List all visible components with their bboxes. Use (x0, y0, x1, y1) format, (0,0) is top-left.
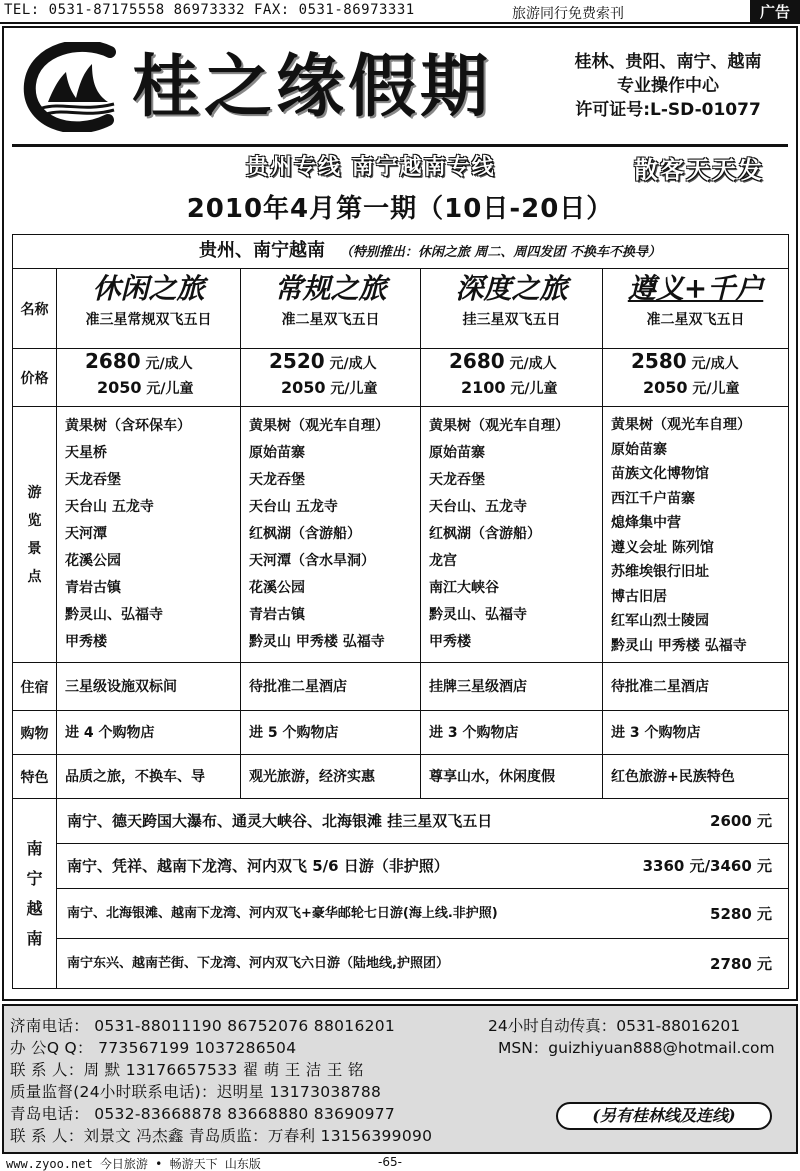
child-unit: 元/儿童 (510, 381, 558, 397)
sight-item: 花溪公园 (249, 580, 305, 596)
route-text: 南宁、北海银滩、越南下龙湾、河内双飞+豪华邮轮七日游(海上线.非护照) (67, 905, 498, 921)
route-price: 2780 元 (710, 954, 773, 973)
special-lines-slogan: 贵州专线 南宁越南专线 (246, 155, 496, 180)
feature-cell: 观光旅游，经济实惠 (241, 755, 421, 799)
label-char: 宁 (26, 868, 43, 888)
nanning-route-row (13, 889, 789, 939)
sight-item: 熄烽集中营 (611, 515, 681, 531)
centre-title: 专业操作中心 (617, 76, 719, 96)
adult-price: 2680 (449, 349, 505, 373)
price-cell (241, 349, 421, 407)
label-char: 南 (26, 838, 43, 858)
child-unit: 元/儿童 (692, 381, 740, 397)
qingdao-contacts: 联 系 人：刘景文 冯杰鑫 青岛质监：万春利 13156399090 (10, 1127, 433, 1145)
sight-item: 黔灵山、弘福寺 (429, 607, 527, 623)
tour-table (12, 234, 789, 989)
row-label-price: 价格 (13, 349, 57, 407)
route-text: 南宁、德天跨国大瀑布、通灵大峡谷、北海银滩 挂三星双飞五日 (67, 812, 493, 830)
table-header-row (13, 235, 789, 269)
sights-cell (241, 407, 421, 663)
feature-cell: 尊享山水，休闲度假 (421, 755, 603, 799)
route-text: 南宁、凭祥、越南下龙湾、河内双飞 5/6 日游（非护照） (67, 857, 449, 875)
sight-item: 博古旧居 (611, 588, 667, 605)
product-name: 常规之旅 (274, 272, 387, 305)
sight-item: 天龙吞堡 (429, 472, 485, 488)
sights-row (13, 407, 789, 663)
daily-departure-slogan: 散客天天发 (634, 156, 764, 184)
sight-item: 遵义会址 陈列馆 (611, 539, 714, 556)
price-cell (603, 349, 789, 407)
centre-destinations: 桂林、贵阳、南宁、越南 (574, 52, 762, 72)
shopping-cell: 进 5 个购物店 (241, 711, 421, 755)
sight-item: 苏维埃银行旧址 (611, 564, 709, 580)
footer-site: www.zyoo.net 今日旅游 • 畅游天下 山东版 (6, 1157, 261, 1171)
label-char: 点 (27, 568, 42, 585)
sight-item: 天河潭 (65, 526, 107, 542)
lodging-cell: 挂牌三星级酒店 (421, 663, 603, 711)
sight-item: 南江大峡谷 (429, 580, 499, 596)
product-name: 深度之旅 (455, 272, 568, 305)
nanning-route-row (13, 799, 789, 844)
shopping-cell: 进 4 个购物店 (57, 711, 241, 755)
brand-name: 桂之缘假期 (132, 48, 493, 127)
sights-cell (57, 407, 241, 663)
lodging-cell: 待批准二星酒店 (603, 663, 789, 711)
label-char: 览 (27, 512, 42, 529)
price-cell (421, 349, 603, 407)
top-bar (0, 0, 800, 24)
sight-item: 黄果树（观光车自理） (249, 418, 389, 434)
adult-price: 2580 (631, 349, 687, 373)
route-price: 2600 元 (710, 812, 773, 830)
name-row (13, 269, 789, 349)
row-label-nanning (13, 799, 57, 989)
shopping-cell: 进 3 个购物店 (603, 711, 789, 755)
sight-item: 青岩古镇 (65, 580, 121, 596)
nanning-route-row (13, 939, 789, 989)
sight-item: 天星桥 (65, 445, 107, 461)
sight-item: 天河潭（含水旱洞） (249, 553, 375, 569)
nanning-route (57, 844, 789, 889)
child-price: 2100 (461, 378, 506, 397)
issue-title: 2010年4月第一期（10日-20日） (186, 194, 614, 224)
contact-panel (2, 1004, 798, 1154)
sight-item: 天台山 五龙寺 (65, 499, 154, 515)
nanning-route (57, 939, 789, 989)
nanning-route (57, 799, 789, 844)
child-unit: 元/儿童 (146, 381, 194, 397)
product-cell (421, 269, 603, 349)
sight-item: 红枫湖（含游船） (429, 526, 541, 542)
sight-item: 花溪公园 (65, 553, 121, 569)
product-cell (57, 269, 241, 349)
sight-item: 原始苗寨 (429, 445, 485, 461)
adult-price: 2680 (85, 349, 141, 373)
shopping-row (13, 711, 789, 755)
sight-item: 西江千户苗寨 (611, 490, 695, 507)
lodging-cell: 待批准二星酒店 (241, 663, 421, 711)
shopping-cell: 进 3 个购物店 (421, 711, 603, 755)
product-subtitle: 准二星双飞五日 (646, 312, 745, 328)
label-char: 景 (27, 540, 42, 557)
header-divider (12, 144, 788, 147)
product-name: 遵义+千户 (627, 272, 764, 305)
sight-item: 甲秀楼 (65, 634, 107, 650)
label-char: 游 (27, 484, 42, 501)
adult-unit: 元/成人 (509, 356, 557, 372)
sight-item: 甲秀楼 (429, 634, 471, 650)
row-label-sights (13, 407, 57, 663)
sight-item: 青岩古镇 (249, 607, 305, 623)
ad-badge: 广告 (750, 0, 800, 24)
table-header-note: （特别推出：休闲之旅 周二、周四发团 不换车不换导） (339, 245, 661, 260)
qingdao-phone: 青岛电话： 0532-83668878 83668880 83690977 (10, 1105, 396, 1123)
adult-unit: 元/成人 (329, 356, 377, 372)
sight-item: 黄果树（观光车自理） (611, 417, 751, 433)
sights-cell (421, 407, 603, 663)
adult-unit: 元/成人 (691, 356, 739, 372)
route-price: 3360 元/3460 元 (642, 857, 773, 875)
product-subtitle: 准二星双飞五日 (281, 312, 380, 328)
operation-centre (548, 50, 788, 122)
nanning-route-row (13, 844, 789, 889)
sight-item: 黄果树（观光车自理） (429, 418, 569, 434)
top-guide-note: 旅游同行免费索刊 (512, 6, 624, 22)
sights-cell (603, 407, 789, 663)
brand-logo (22, 40, 522, 140)
page-number: -65- (378, 1155, 402, 1169)
quality-supervision: 质量监督(24小时联系电话)：迟明星 13173038788 (10, 1083, 382, 1101)
price-cell (57, 349, 241, 407)
page-footer (0, 1154, 800, 1171)
auto-fax: 24小时自动传真：0531-88016201 (488, 1017, 741, 1035)
route-price: 5280 元 (710, 904, 773, 923)
sight-item: 黄果树（含环保车） (65, 418, 191, 434)
sight-item: 黔灵山、弘福寺 (65, 607, 163, 623)
product-subtitle: 挂三星双飞五日 (462, 312, 561, 328)
adult-unit: 元/成人 (145, 356, 193, 372)
sight-item: 红军山烈士陵园 (611, 613, 709, 629)
row-label-name: 名称 (13, 269, 57, 349)
lodging-cell: 三星级设施双标间 (57, 663, 241, 711)
table-header (13, 235, 789, 269)
jinan-phone: 济南电话： 0531-88011190 86752076 88016201 (10, 1017, 396, 1035)
sight-item: 天台山 五龙寺 (249, 499, 338, 515)
product-cell (603, 269, 789, 349)
sight-item: 黔灵山 甲秀楼 弘福寺 (611, 637, 747, 654)
row-label-lodging: 住宿 (13, 663, 57, 711)
guilin-lines-stamp: (另有桂林线及连线) (556, 1102, 772, 1130)
feature-cell: 红色旅游+民族特色 (603, 755, 789, 799)
top-contact: TEL: 0531-87175558 86973332 FAX: 0531-86973331 (4, 2, 415, 18)
feature-row (13, 755, 789, 799)
sight-item: 原始苗寨 (611, 441, 667, 458)
route-text: 南宁东兴、越南芒街、下龙湾、河内双飞六日游（陆地线,护照团） (67, 955, 449, 971)
sight-item: 苗族文化博物馆 (611, 466, 709, 482)
child-unit: 元/儿童 (330, 381, 378, 397)
msn: MSN：guizhiyuan888@hotmail.com (498, 1039, 775, 1057)
nanning-route (57, 889, 789, 939)
sight-item: 红枫湖（含游船） (249, 526, 361, 542)
child-price: 2050 (643, 378, 688, 397)
office-qq: 办 公Q Q： 773567199 1037286504 (10, 1039, 297, 1057)
row-label-feature: 特色 (13, 755, 57, 799)
child-price: 2050 (97, 378, 142, 397)
product-subtitle: 准三星常规双飞五日 (85, 312, 212, 328)
license-number: 许可证号:L-SD-01077 (575, 100, 761, 120)
sight-item: 原始苗寨 (249, 445, 305, 461)
row-label-shopping: 购物 (13, 711, 57, 755)
adult-price: 2520 (269, 349, 325, 373)
label-char: 越 (26, 898, 43, 918)
sight-item: 天龙吞堡 (249, 472, 305, 488)
sight-item: 天台山、五龙寺 (429, 499, 527, 515)
feature-cell: 品质之旅，不换车、导 (57, 755, 241, 799)
table-header-title: 贵州、南宁越南 (199, 240, 325, 261)
price-row (13, 349, 789, 407)
sight-item: 黔灵山 甲秀楼 弘福寺 (249, 634, 385, 650)
lodging-row (13, 663, 789, 711)
sight-item: 天龙吞堡 (65, 472, 121, 488)
label-char: 南 (26, 928, 43, 948)
product-cell (241, 269, 421, 349)
child-price: 2050 (281, 378, 326, 397)
product-name: 休闲之旅 (92, 272, 205, 305)
contact-people: 联 系 人：周 默 13176657533 翟 萌 王 洁 王 铭 (10, 1061, 364, 1079)
sight-item: 龙宫 (429, 553, 457, 569)
logo-icon (22, 42, 128, 132)
